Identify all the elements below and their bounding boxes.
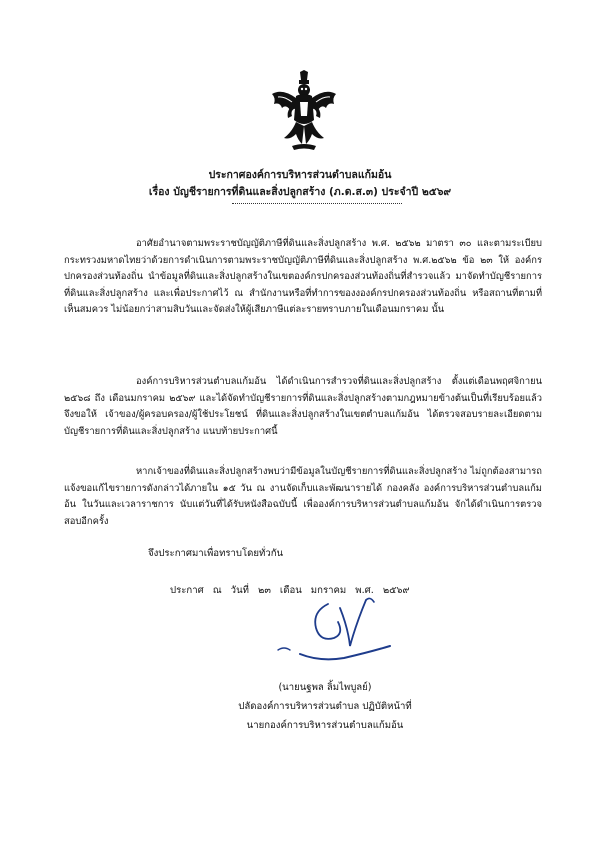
signatory-name: (นายนฐพล ลิ้มไพบูลย์) (278, 682, 372, 693)
signatory-position: ปลัดองค์การบริหารส่วนตำบล ปฏิบัติหน้าที่ (238, 701, 412, 712)
paragraph-survey: องค์การบริหารส่วนตำบลแก้มอ้น ได้ดำเนินการสำรวจที่ดินและสิ่งปลูกสร้าง ตั้งแต่เดือนพฤศจิกายน ๒๕๖๘ ถึง เดือนมกราคม ๒๕๖๙ และได้จัดทำบัญชีรายการที่ดินและสิ่งปลูกสร้างตามกฎหมายข้างต้นเป็นที่เรียบร้อยแล้ว จึงขอให้ เจ้าของ/ผู้ครอบครอง/ผู้ใช้ประโยชน์ ที่ดินและสิ่งปลูกสร้างในเขตตำบลแก้มอ้น ได้ตรวจสอบรายละเอียดตามบัญชีรายการที่ดินและสิ่งปลูกสร้าง แนบท้ายประกาศนี้ (64, 376, 542, 437)
announcement-subject: เรื่อง บัญชีรายการที่ดินและสิ่งปลูกสร้าง (ภ.ด.ส.๓) ประจำปี ๒๕๖๙ (148, 186, 452, 198)
garuda-emblem-icon (270, 70, 338, 152)
closing-statement: จึงประกาศมาเพื่อทราบโดยทั่วกัน (148, 548, 284, 559)
paragraph-legal-basis: อาศัยอำนาจตามพระราชบัญญัติภาษีที่ดินและสิ่งปลูกสร้าง พ.ศ. ๒๕๖๒ มาตรา ๓๐ และตามระเบียบกระทรวงมหาดไทยว่าด้วยการดำเนินการตามพระราชบัญญัติภาษีที่ดินและสิ่งปลูกสร้าง พ.ศ.๒๕๖๒ ข้อ ๒๓ ให้ องค์กรปกครองส่วนท้องถิ่น นำข้อมูลที่ดินและสิ่งปลูกสร้างในเขตองค์กรปกครองส่วนท้องถิ่นที่สำรวจแล้ว มาจัดทำบัญชีรายการที่ดินและสิ่งปลูกสร้าง และเพื่อประกาศไว้ ณ สำนักงานหรือที่ทำการของงองค์กรปกครองส่วนท้องถิ่น หรือสถานที่ตามที่เห็นสมควร ไม่น้อยกว่าสามสิบวันและจัดส่งให้ผู้เสียภาษีแต่ละรายทราบภายในเดือนมกราคม นั้น (64, 238, 542, 316)
signatory-title: นายกองค์การบริหารส่วนตำบลแก้มอ้น (246, 720, 404, 731)
announcement-title: ประกาศองค์การบริหารส่วนตำบลแก้มอ้น (208, 169, 392, 181)
paragraph-correction: หากเจ้าของที่ดินและสิ่งปลูกสร้างพบว่ามีข้อมูลในบัญชีรายการที่ดินและสิ่งปลูกสร้าง ไม่ถูกต้องสามารถแจ้งขอแก้ไขรายการดังกล่าวได้ภายใน ๑๕ วัน ณ งานจัดเก็บและพัฒนารายได้ กองคลัง องค์การบริหารส่วนตำบลแก้มอ้น ในวันและเวลาราชการ นับแต่วันที่ได้รับหนังสือฉบับนี้ เพื่อองค์การบริหารส่วนตำบลแก้มอ้น จักได้ดำเนินการตรวจสอบอีกครั้ง (64, 466, 542, 527)
dotted-divider (232, 203, 402, 204)
signature-icon (270, 588, 400, 670)
announcement-date: ประกาศ ณ วันที่ ๒๓ เดือน มกราคม พ.ศ. ๒๕๖๙ (170, 585, 410, 596)
